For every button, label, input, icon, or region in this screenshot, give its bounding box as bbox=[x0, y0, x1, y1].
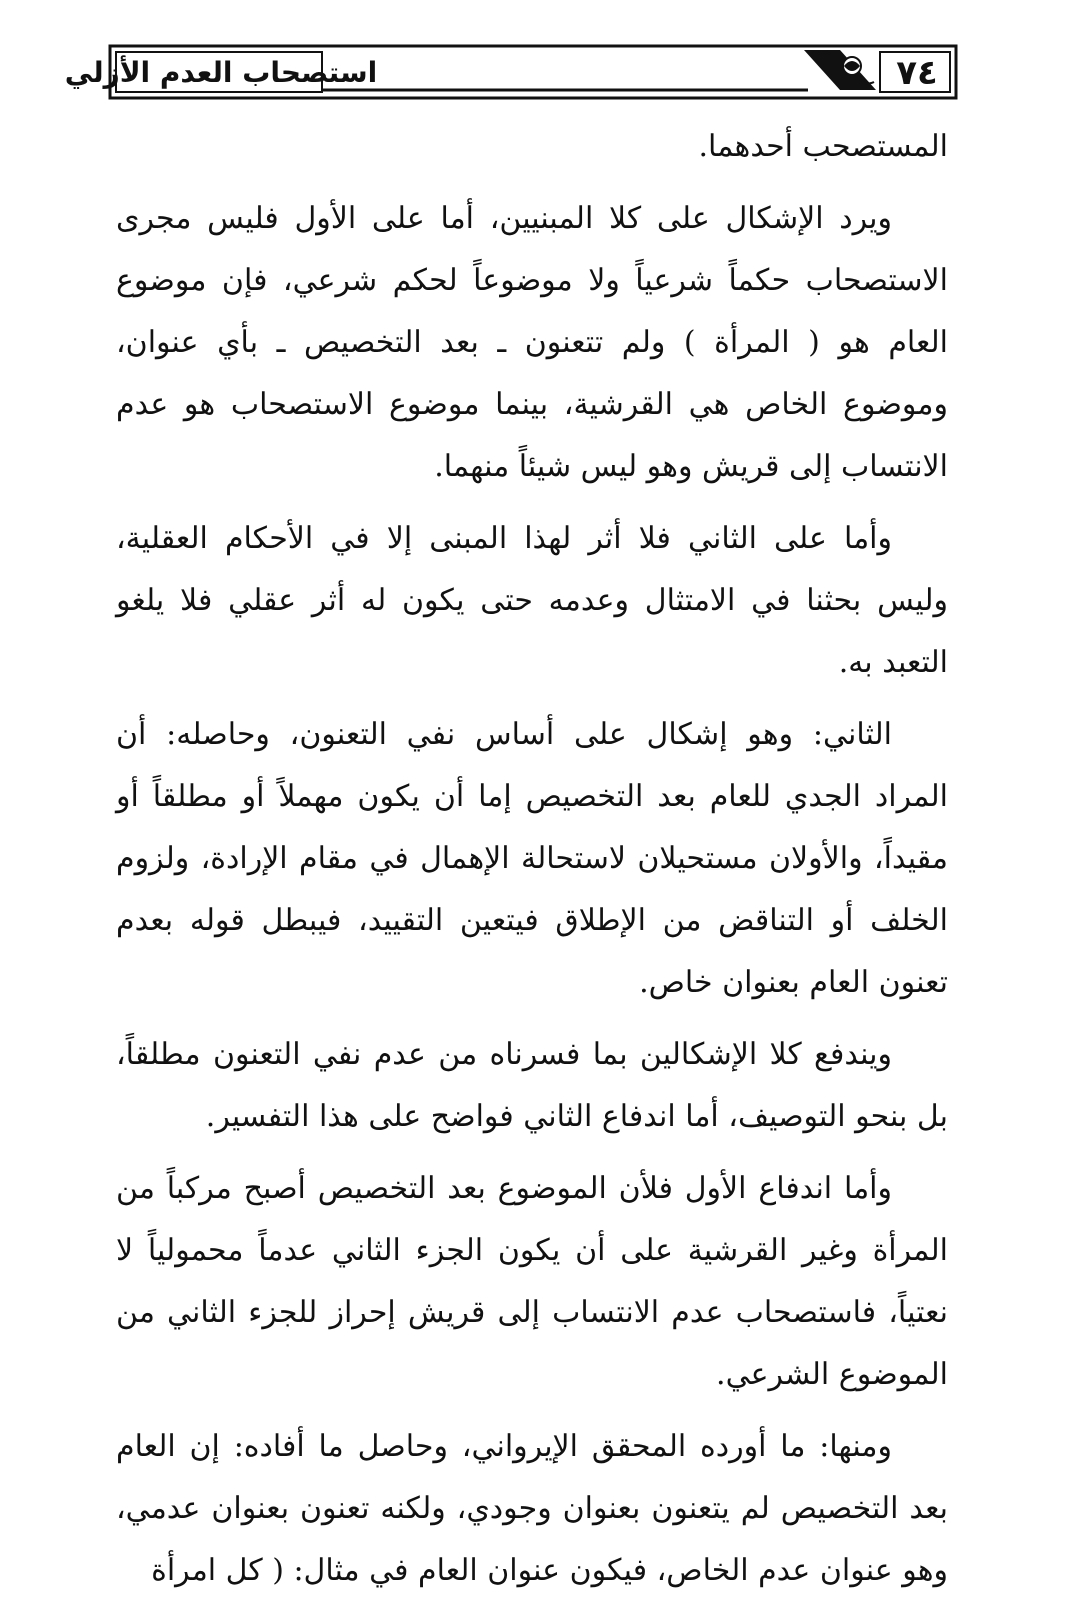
paragraph: وأما على الثاني فلا أثر لهذا المبنى إلا في الأحكام العقلية، وليس بحثنا في الامتثال وعدمه حتى يكون له أثر عقلي فلا يلغو التعبد به. bbox=[116, 521, 948, 680]
paragraph: ويندفع كلا الإشكالين بما فسرناه من عدم نفي التعنون مطلقاً، بل بنحو التوصيف، أما اندفاع الثاني فواضح على هذا التفسير. bbox=[116, 1037, 948, 1134]
running-title: استصحاب العدم الأزلي bbox=[64, 55, 378, 89]
paragraph: الثاني: وهو إشكال على أساس نفي التعنون، وحاصله: أن المراد الجدي للعام بعد التخصيص إما أن يكون مهملاً أو مطلقاً أو مقيداً، والأولان مستحيلان لاستحالة الإهمال في مقام الإرادة، ولزوم الخلف أو التناقض من الإطلاق فيتعين التقييد، فيبطل قوله بعدم تعنون العام بعنوان خاص. bbox=[116, 717, 948, 1000]
paragraph: وأما اندفاع الأول فلأن الموضوع بعد التخصيص أصبح مركباً من المرأة وغير القرشية على أن يكون الجزء الثاني عدماً محمولياً لا نعتياً، فاستصحاب عدم الانتساب إلى قريش إحراز للجزء الثاني من الموضوع الشرعي. bbox=[116, 1171, 948, 1392]
paragraph: ومنها: ما أورده المحقق الإيرواني، وحاصل ما أفاده: إن العام بعد التخصيص لم يتعنون بعنوان وجودي، ولكنه تعنون بعنوان عدمي، وهو عنوان عدم الخاص، فيكون عنوان العام في مثال: ( كل امرأة bbox=[116, 1429, 948, 1588]
paragraph: المستصحب أحدهما. bbox=[698, 129, 948, 164]
body-text bbox=[116, 116, 948, 1612]
ornament-icon bbox=[800, 46, 880, 98]
paragraph: ويرد الإشكال على كلا المبنيين، أما على الأول فليس مجرى الاستصحاب حكماً شرعياً ولا موضوعاً لحكم شرعي، فإن موضوع العام هو ( المرأة ) ولم تتعنون ـ بعد التخصيص ـ بأي عنوان، وموضوع الخاص هي القرشية، بينما موضوع الاستصحاب هو عدم الانتساب إلى قريش وهو ليس شيئاً منهما. bbox=[116, 201, 948, 484]
page-number: ٧٤ bbox=[896, 53, 938, 93]
